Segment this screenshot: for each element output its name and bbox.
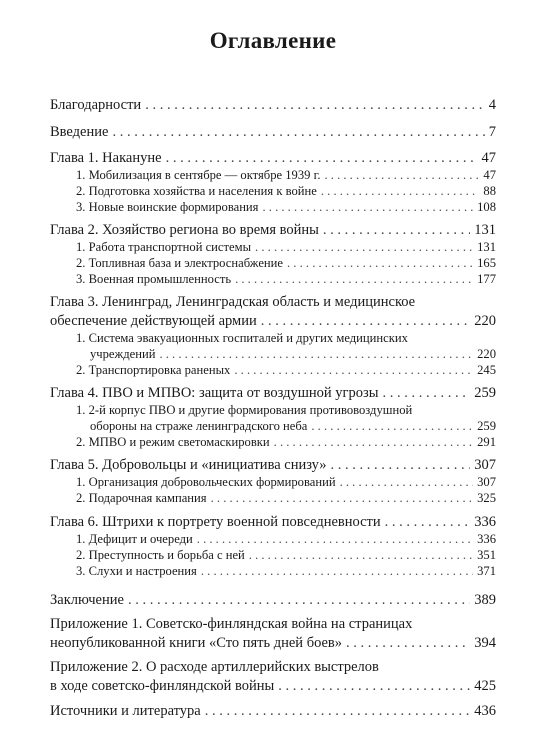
toc-entry-page: 47 bbox=[481, 150, 496, 166]
dot-leader bbox=[235, 272, 473, 287]
toc-entry-page: 336 bbox=[474, 514, 496, 530]
toc-entry-title: обеспечение действующей армии bbox=[50, 313, 257, 329]
toc-entry-page: 291 bbox=[477, 435, 496, 449]
toc-section bbox=[50, 347, 496, 362]
toc-entry-title: 2. Топливная база и электроснабжение bbox=[76, 256, 283, 270]
toc-entry-page: 351 bbox=[477, 548, 496, 562]
toc-entry-title: 3. Новые воинские формирования bbox=[76, 200, 259, 214]
dot-leader bbox=[166, 150, 478, 167]
toc-entry-page: 425 bbox=[474, 678, 496, 694]
dot-leader bbox=[205, 703, 471, 720]
toc-section bbox=[50, 240, 496, 255]
dot-leader bbox=[112, 124, 484, 141]
toc-entry-title: 2. Транспортировка раненых bbox=[76, 363, 231, 377]
dot-leader bbox=[274, 435, 473, 450]
toc-entry-page: 220 bbox=[477, 347, 496, 361]
toc-entry-page: 131 bbox=[477, 240, 496, 254]
toc-entry-title: Глава 5. Добровольцы и «инициатива снизу» bbox=[50, 457, 327, 473]
toc-entry-page: 165 bbox=[477, 256, 496, 270]
dot-leader bbox=[331, 457, 471, 474]
dot-leader bbox=[262, 200, 473, 215]
toc-section bbox=[50, 200, 496, 215]
toc-entry-title: Глава 4. ПВО и МПВО: защита от воздушной угрозы bbox=[50, 385, 379, 401]
toc-entry-title: 1. Организация добровольческих формирований bbox=[76, 475, 336, 489]
toc-entry-title: Глава 6. Штрихи к портрету военной повседневности bbox=[50, 514, 381, 530]
toc-chapter bbox=[50, 457, 496, 474]
toc-section bbox=[50, 548, 496, 563]
toc-entry-page: 325 bbox=[477, 491, 496, 505]
toc-entry-title: 2. Подготовка хозяйства и населения к войне bbox=[76, 184, 317, 198]
toc-section bbox=[50, 168, 496, 183]
page-title: Оглавление bbox=[209, 28, 337, 53]
toc-entry-page: 131 bbox=[474, 222, 496, 238]
dot-leader bbox=[382, 385, 470, 402]
dot-leader bbox=[201, 564, 473, 579]
dot-leader bbox=[385, 514, 471, 531]
toc-entry-title: 2. МПВО и режим светомаскировки bbox=[76, 435, 270, 449]
toc-entry-page: 220 bbox=[474, 313, 496, 329]
dot-leader bbox=[311, 419, 473, 434]
toc-section bbox=[50, 363, 496, 378]
toc-entry-title: 2. Преступность и борьба с ней bbox=[76, 548, 245, 562]
toc-entry-title: Введение bbox=[50, 124, 109, 140]
dot-leader bbox=[234, 363, 473, 378]
toc-entry-page: 259 bbox=[477, 419, 496, 433]
toc-entry-title: 2. Подарочная кампания bbox=[76, 491, 207, 505]
toc-entry bbox=[50, 124, 496, 141]
dot-leader bbox=[261, 313, 471, 330]
toc-chapter bbox=[50, 313, 496, 330]
toc-entry-title: обороны на страже ленинградского неба bbox=[90, 419, 308, 433]
toc-section-line: 1. Система эвакуационных госпиталей и других медицинских bbox=[76, 331, 408, 345]
toc-entry-page: 336 bbox=[477, 532, 496, 546]
toc-entry-title: 3. Слухи и настроения bbox=[76, 564, 197, 578]
toc-entry bbox=[50, 703, 496, 720]
toc-entry-page: 108 bbox=[477, 200, 496, 214]
dot-leader bbox=[255, 240, 473, 255]
dot-leader bbox=[323, 222, 470, 239]
dot-leader bbox=[340, 475, 474, 490]
toc-entry-title: 1. Работа транспортной системы bbox=[76, 240, 252, 254]
dot-leader bbox=[287, 256, 473, 271]
toc-appendix-line: Приложение 1. Советско-финляндская война на страницах bbox=[50, 616, 413, 632]
toc-entry-title: 1. Мобилизация в сентябре — октябре 1939 г. bbox=[76, 168, 321, 182]
toc-entry-title: Глава 1. Накануне bbox=[50, 150, 162, 166]
toc-section bbox=[50, 564, 496, 579]
toc-section bbox=[50, 475, 496, 490]
toc-section bbox=[50, 256, 496, 271]
toc-entry-title: в ходе советско-финляндской войны bbox=[50, 678, 275, 694]
toc-entry-title: Заключение bbox=[50, 592, 124, 608]
toc-entry-title: 1. Дефицит и очереди bbox=[76, 532, 193, 546]
toc-entry-page: 4 bbox=[488, 97, 496, 113]
toc-entry-title: учреждений bbox=[90, 347, 156, 361]
toc-section bbox=[50, 184, 496, 199]
dot-leader bbox=[197, 532, 473, 547]
toc-chapter bbox=[50, 385, 496, 402]
toc-entry-page: 7 bbox=[488, 124, 496, 140]
dot-leader bbox=[321, 184, 480, 199]
toc-entry-page: 177 bbox=[477, 272, 496, 286]
toc-section-line: 1. 2-й корпус ПВО и другие формирования противовоздушной bbox=[76, 403, 413, 417]
dot-leader bbox=[145, 97, 485, 114]
dot-leader bbox=[346, 635, 470, 652]
dot-leader bbox=[324, 168, 479, 183]
toc-section bbox=[50, 419, 496, 434]
toc-section bbox=[50, 532, 496, 547]
toc-entry-page: 259 bbox=[474, 385, 496, 401]
toc-entry-page: 389 bbox=[474, 592, 496, 608]
dot-leader bbox=[128, 592, 470, 609]
toc-entry-page: 436 bbox=[474, 703, 496, 719]
toc-entry-page: 88 bbox=[483, 184, 496, 198]
toc-entry bbox=[50, 97, 496, 114]
toc-appendix bbox=[50, 678, 496, 695]
toc-entry-title: неопубликованной книги «Сто пять дней боев» bbox=[50, 635, 343, 651]
dot-leader bbox=[278, 678, 470, 695]
toc-entry-page: 307 bbox=[474, 457, 496, 473]
toc-section bbox=[50, 491, 496, 506]
dot-leader bbox=[249, 548, 473, 563]
toc-entry-title: Глава 2. Хозяйство региона во время войны bbox=[50, 222, 319, 238]
dot-leader bbox=[211, 491, 474, 506]
toc-entry-page: 307 bbox=[477, 475, 496, 489]
toc-chapter bbox=[50, 514, 496, 531]
toc-chapter bbox=[50, 150, 496, 167]
toc-appendix-line: Приложение 2. О расходе артиллерийских выстрелов bbox=[50, 659, 379, 675]
toc-entry-page: 394 bbox=[474, 635, 496, 651]
toc-section bbox=[50, 435, 496, 450]
dot-leader bbox=[159, 347, 473, 362]
toc-appendix bbox=[50, 635, 496, 652]
toc-entry bbox=[50, 592, 496, 609]
toc-chapter bbox=[50, 222, 496, 239]
toc-entry-title: Источники и литература bbox=[50, 703, 201, 719]
toc-entry-page: 47 bbox=[483, 168, 496, 182]
toc-entry-page: 371 bbox=[477, 564, 496, 578]
toc-chapter-line: Глава 3. Ленинград, Ленинградская область и медицинское bbox=[50, 294, 416, 310]
toc-entry-title: 3. Военная промышленность bbox=[76, 272, 232, 286]
toc-section bbox=[50, 272, 496, 287]
toc-entry-page: 245 bbox=[477, 363, 496, 377]
toc-entry-title: Благодарности bbox=[50, 97, 142, 113]
